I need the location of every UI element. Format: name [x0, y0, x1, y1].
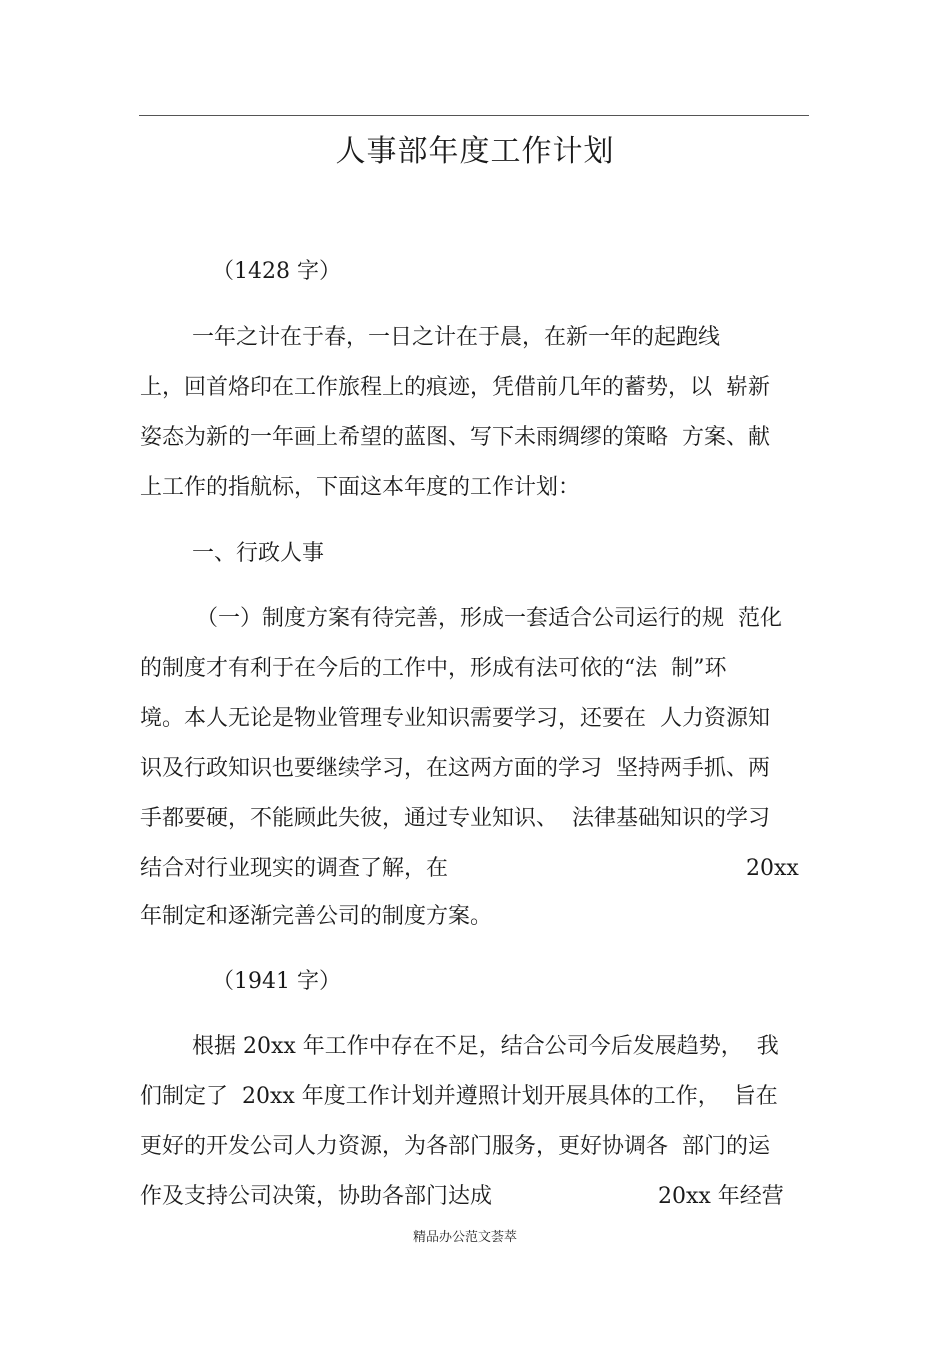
- section1-line-5: 手都要硬，不能顾此失彼，通过专业知识、 法律基础知识的学习: [140, 806, 770, 831]
- section1-line-7: 年制定和逐渐完善公司的制度方案。: [140, 904, 493, 929]
- section-heading: 一、行政人事: [192, 541, 325, 566]
- section1-line-3: 境。本人无论是物业管理专业知识需要学习，还要在 人力资源知: [140, 706, 770, 731]
- intro-line-4: 上工作的指航标，下面这本年度的工作计划：: [140, 475, 581, 500]
- para2-line-4-tail: 20xx 年经营: [658, 1184, 784, 1209]
- para2-line-2: 们制定了 20xx 年度工作计划并遵照计划开展具体的工作， 旨在: [140, 1084, 778, 1109]
- document-title: 人事部年度工作计划: [335, 134, 615, 169]
- section1-line-2: 的制度才有利于在今后的工作中，形成有法可依的“法 制”环: [140, 656, 727, 681]
- para2-line-1: 根据 20xx 年工作中存在不足，结合公司今后发展趋势， 我: [192, 1034, 779, 1059]
- para2-line-4: 作及支持公司决策，协助各部门达成: [140, 1184, 493, 1209]
- section1-line-4: 识及行政知识也要继续学习，在这两方面的学习 坚持两手抓、两: [140, 756, 770, 781]
- intro-line-2: 上，回首烙印在工作旅程上的痕迹，凭借前几年的蓄势，以 崭新: [140, 375, 770, 400]
- word-count-2: （1941 字）: [212, 969, 341, 994]
- intro-line-1: 一年之计在于春，一日之计在于晨，在新一年的起跑线: [192, 325, 721, 350]
- section1-line-6: 结合对行业现实的调查了解，在: [140, 856, 449, 881]
- word-count-1: （1428 字）: [212, 259, 341, 284]
- section1-year: 20xx: [746, 856, 799, 881]
- page-footer: 精品办公范文荟萃: [412, 1230, 517, 1245]
- para2-line-3: 更好的开发公司人力资源，为各部门服务，更好协调各 部门的运: [140, 1134, 770, 1159]
- section1-line-1: （一）制度方案有待完善，形成一套适合公司运行的规 范化: [196, 606, 782, 631]
- header-rule: [139, 115, 809, 116]
- intro-line-3: 姿态为新的一年画上希望的蓝图、写下未雨绸缪的策略 方案、献: [140, 425, 770, 450]
